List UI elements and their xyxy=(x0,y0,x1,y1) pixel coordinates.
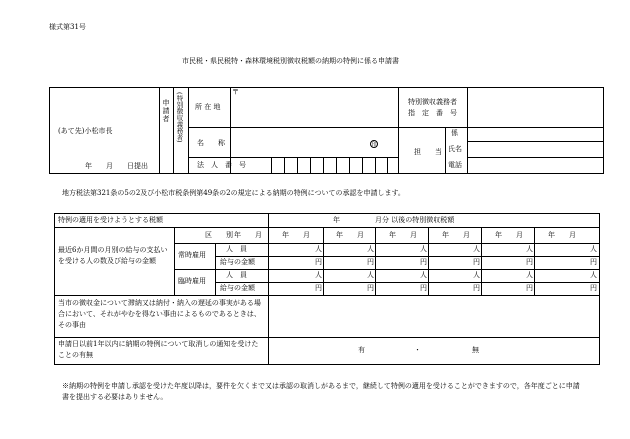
seal-mark: 印 xyxy=(371,142,377,148)
cancellation-label: 申請日以前1年以内に納期の特例について取消しの通知を受けたことの有無 xyxy=(58,340,259,359)
month-header-3: 年 月 xyxy=(389,231,417,239)
unit-cell: 人 xyxy=(473,245,480,253)
unit-cell: 円 xyxy=(315,258,322,266)
address-field[interactable] xyxy=(240,96,395,124)
withholder-number-label: 特別徴収義務者 xyxy=(408,98,457,106)
person-in-charge-label: 担 当 xyxy=(414,148,442,156)
tax-amount-label: 特例の適用を受けようとする税額 xyxy=(58,216,163,224)
unit-cell: 人 xyxy=(590,271,597,279)
unit-cell: 円 xyxy=(526,258,533,266)
form-number: 様式第31号 xyxy=(49,23,86,31)
designation-number-label: 指 定 番 号 xyxy=(408,109,457,117)
month-header-4: 年 月 xyxy=(442,231,470,239)
submission-date[interactable]: 年 月 日提出 xyxy=(85,162,148,170)
unit-cell: 円 xyxy=(590,258,597,266)
month-header-0: 年 月 xyxy=(234,231,262,239)
unit-cell: 円 xyxy=(526,284,533,292)
regular-employment-label: 常時雇用 xyxy=(178,251,206,259)
form-title: 市民税・県民税特・森林環境税別徴収税額の納期の特例に係る申請書 xyxy=(182,57,399,65)
regular-headcount-label: 人 員 xyxy=(226,245,247,253)
employee-info-label: 最近6か月間の月別の給与の支払いを受ける人の数及び給与の金額 xyxy=(58,246,168,265)
unit-cell: 人 xyxy=(367,245,374,253)
address-label: 所 在 地 xyxy=(195,103,221,111)
unit-cell: 円 xyxy=(590,284,597,292)
unit-cell: 円 xyxy=(473,284,480,292)
unit-cell: 人 xyxy=(420,245,427,253)
unit-cell: 人 xyxy=(315,245,322,253)
unit-cell: 円 xyxy=(367,284,374,292)
month-header-1: 年 月 xyxy=(282,231,310,239)
unit-cell: 円 xyxy=(473,258,480,266)
contact-name-label: 氏名 xyxy=(448,145,462,153)
regular-salary-label: 給与の金額 xyxy=(220,258,255,266)
unit-cell: 人 xyxy=(526,245,533,253)
start-month-label: 年 月分 以後の特別徴収税額 xyxy=(333,216,455,224)
name-field[interactable] xyxy=(232,131,362,153)
temporary-salary-label: 給与の金額 xyxy=(220,284,255,292)
unit-cell: 円 xyxy=(315,284,322,292)
applicant-label: 申請者 xyxy=(162,99,170,123)
postal-mark: 〒 xyxy=(232,88,239,96)
temporary-headcount-label: 人 員 xyxy=(226,271,247,279)
unit-cell: 人 xyxy=(315,271,322,279)
unit-cell: 人 xyxy=(367,271,374,279)
month-header-2: 年 月 xyxy=(336,231,364,239)
phone-label: 電話 xyxy=(448,161,462,169)
unit-cell: 人 xyxy=(526,271,533,279)
unit-cell: 円 xyxy=(420,258,427,266)
delinquency-reason-field[interactable] xyxy=(272,299,596,334)
name-label: 名 称 xyxy=(197,139,225,147)
designation-number-field[interactable] xyxy=(470,92,600,124)
unit-cell: 円 xyxy=(367,258,374,266)
section-label: 係 xyxy=(451,129,458,137)
yes-option[interactable]: 有 xyxy=(358,346,365,354)
unit-cell: 人 xyxy=(473,271,480,279)
temporary-employment-label: 臨時雇用 xyxy=(178,277,206,285)
statement-text: 地方税法第321条の5の2及び小松市税条例第49条の2の規定による納期の特例についての承認を申請します。 xyxy=(62,189,405,197)
no-option[interactable]: 無 xyxy=(472,346,479,354)
delinquency-label: 当市の徴収金について滞納又は納付・納入の遅延の事実がある場合において、それがやむを得ない事由によるものであるときは、その事由 xyxy=(58,299,261,329)
month-header-5: 年 月 xyxy=(495,231,523,239)
unit-cell: 円 xyxy=(420,284,427,292)
classification-label: 区 別 xyxy=(205,231,233,239)
option-separator: ・ xyxy=(414,346,421,354)
corp-number-label: 法 人 番 号 xyxy=(197,161,246,169)
unit-cell: 人 xyxy=(420,271,427,279)
footnote: ※納期の特例を申請し承認を受けた年度以降は，要件を欠くまで又は承認の取消しがあるまで，継続して特例の適用を受けることができますので，各年度ごとに申請書を提出する必要はありません。 xyxy=(62,382,580,401)
month-header-6: 年 月 xyxy=(548,231,576,239)
unit-cell: 人 xyxy=(590,245,597,253)
withholder-label: (特別徴収義務者) xyxy=(175,92,184,143)
addressee: (あて先)小松市長 xyxy=(58,127,113,135)
